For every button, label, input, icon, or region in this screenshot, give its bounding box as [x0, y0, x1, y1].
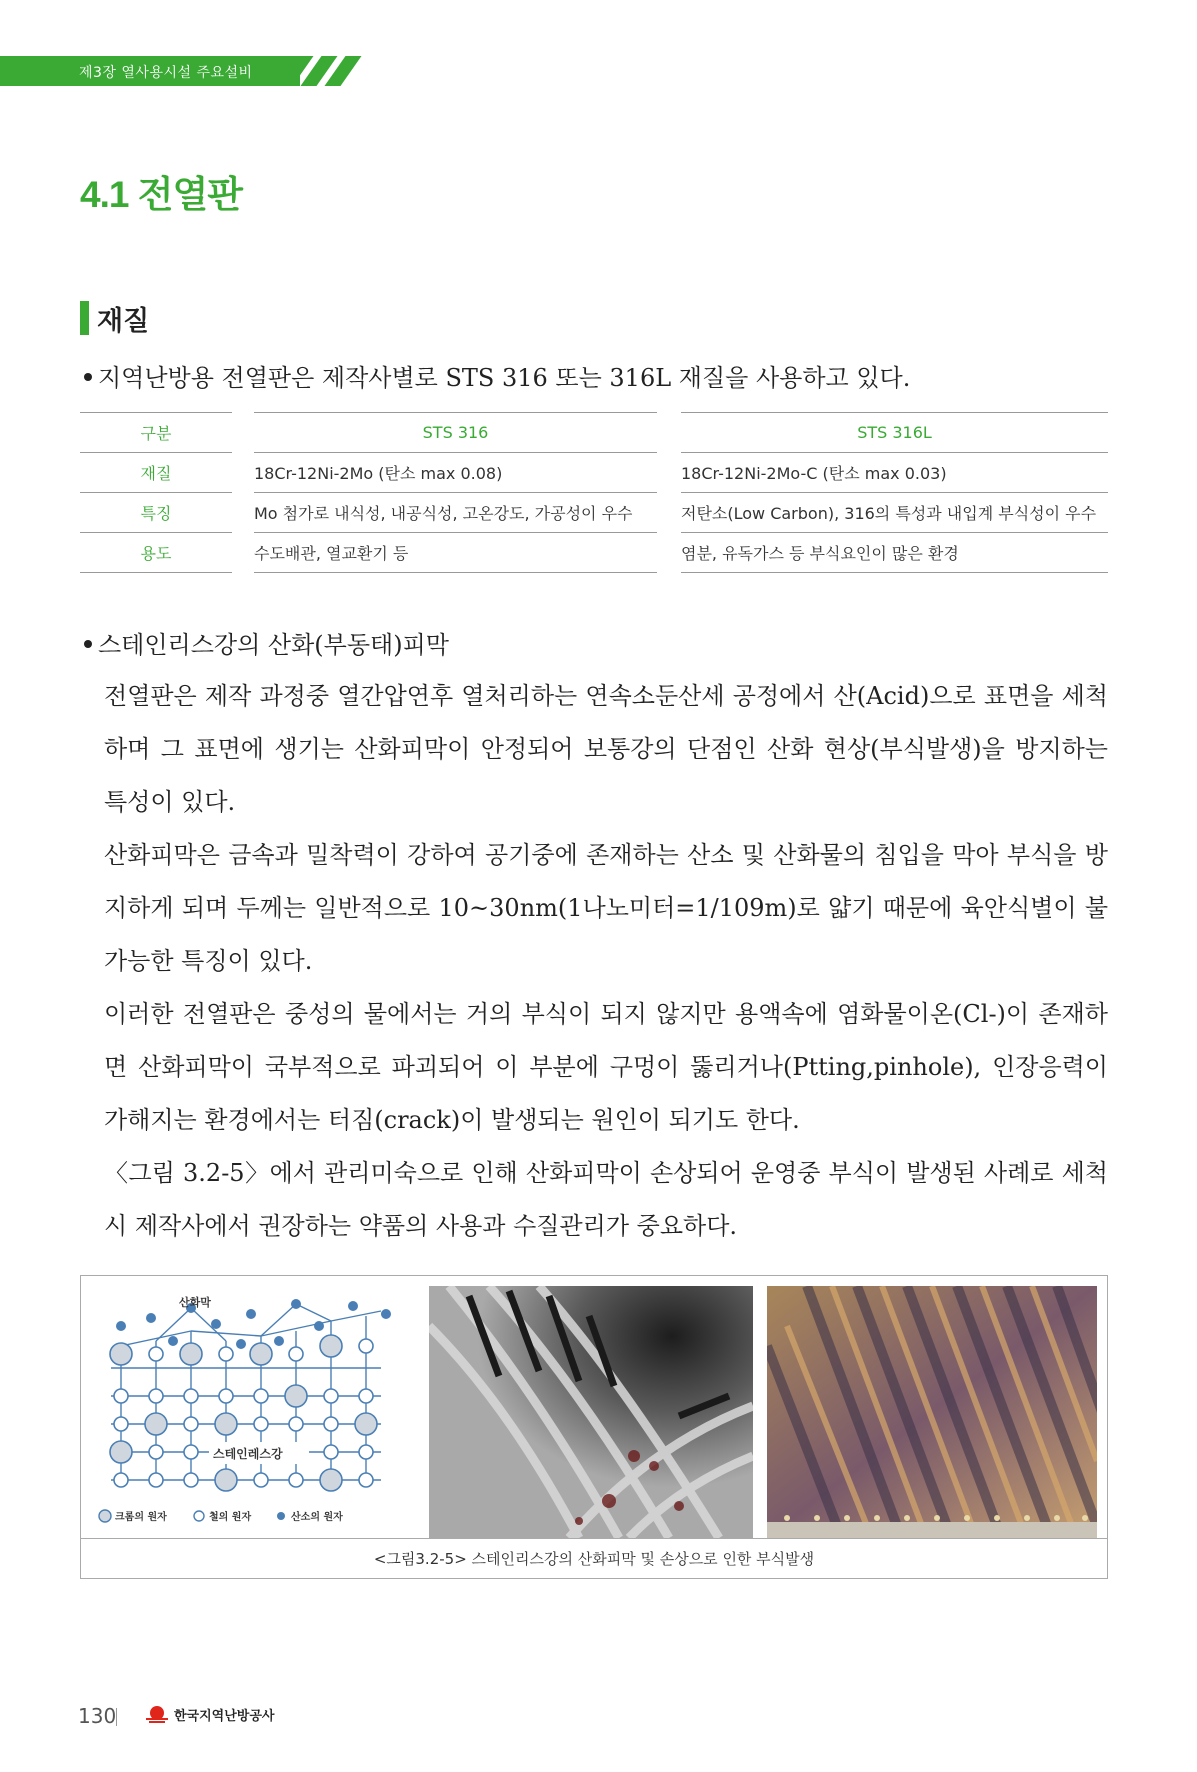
- intro-bullet: [84, 358, 910, 393]
- row-label: 특징: [80, 493, 232, 533]
- second-bullet-text: 스테인리스강의 산화(부동태)피막: [98, 631, 449, 659]
- footer-logo: [146, 1705, 274, 1724]
- org-logo-icon: [146, 1706, 168, 1724]
- film-label: 산화막: [179, 1296, 211, 1309]
- chapter-banner: [0, 56, 345, 86]
- chromium-atom-icon: [99, 1510, 111, 1522]
- cell-sts316: Mo 첨가로 내식성, 내공식성, 고온강도, 가공성이 우수: [254, 493, 657, 533]
- cell-sts316: 수도배관, 열교환기 등: [254, 533, 657, 573]
- intro-bullet-text: 지역난방용 전열판은 제작사별로 STS 316 또는 316L 재질을 사용하고 있다.: [98, 364, 911, 392]
- cell-sts316l: 저탄소(Low Carbon), 316의 특성과 내입계 부식성이 우수: [681, 493, 1108, 533]
- oxide-film-diagram: [91, 1286, 415, 1538]
- org-name: 한국지역난방공사: [174, 1709, 275, 1724]
- figure: [80, 1275, 1108, 1579]
- table-row: [80, 493, 1108, 533]
- cell-sts316l: 18Cr-12Ni-2Mo-C (탄소 max 0.03): [681, 453, 1108, 493]
- header-sts316: STS 316: [254, 413, 657, 453]
- section-title: 4.1 전열판: [80, 174, 242, 215]
- subheading-text: 재질: [97, 305, 150, 337]
- legend-chromium: 크롬의 원자: [115, 1512, 167, 1523]
- table-row: [80, 453, 1108, 493]
- second-bullet: [84, 625, 449, 660]
- chapter-label: 제3장 열사용시설 주요설비: [79, 65, 253, 81]
- figure-caption: <그림3.2-5> 스테인리스강의 산화피막 및 손상으로 인한 부식발생: [81, 1538, 1107, 1579]
- row-label: 용도: [80, 533, 232, 573]
- paragraph: 전열판은 제작 과정중 열간압연후 열처리하는 연속소둔산세 공정에서 산(Acid)으로 표면을 세척하며 그 표면에 생기는 산화피막이 안정되어 보통강의 단점인 산화 현상(부식발생)을 방지하는 특성이 있다.: [104, 682, 1108, 816]
- header-sts316l: STS 316L: [681, 413, 1108, 453]
- body-text: [104, 670, 1108, 1253]
- paragraph: 산화피막은 금속과 밀착력이 강하여 공기중에 존재하는 산소 및 산화물의 침입을 막아 부식을 방지하게 되며 두께는 일반적으로 10~30nm(1나노미터=1/109m)로 얇기 때문에 육안식별이 불가능한 특징이 있다.: [104, 841, 1108, 975]
- header-category: 구분: [80, 413, 232, 453]
- corrosion-photo-channels: [767, 1286, 1097, 1538]
- footer-divider: [116, 1708, 117, 1726]
- corrosion-photo-plate: [429, 1286, 753, 1538]
- legend-iron: 철의 원자: [209, 1512, 252, 1523]
- cell-sts316: 18Cr-12Ni-2Mo (탄소 max 0.08): [254, 453, 657, 493]
- subheading: [80, 300, 149, 336]
- paragraph: 〈그림 3.2-5〉에서 관리미숙으로 인해 산화피막이 손상되어 운영중 부식이 발생된 사례로 세척시 제작사에서 권장하는 약품의 사용과 수질관리가 중요하다.: [104, 1159, 1108, 1240]
- paragraph: 이러한 전열판은 중성의 물에서는 거의 부식이 되지 않지만 용액속에 염화물이온(Cl-)이 존재하면 산화피막이 국부적으로 파괴되어 이 부분에 구멍이 뚫리거나(Ptting,pinhole), 인장응력이 가해지는 환경에서는 터짐(crack)이 발생되는 원인이 되기도 한다.: [104, 1000, 1108, 1134]
- oxygen-atom-icon: [277, 1512, 285, 1520]
- iron-atom-icon: [194, 1511, 204, 1521]
- table-row: [80, 533, 1108, 573]
- bullet-dot: [84, 373, 92, 381]
- bullet-dot: [84, 640, 92, 648]
- page-number: 130: [78, 1704, 117, 1728]
- subheading-marker: [80, 301, 89, 335]
- row-label: 재질: [80, 453, 232, 493]
- cell-sts316l: 염분, 유독가스 등 부식요인이 많은 환경: [681, 533, 1108, 573]
- table-header-row: [80, 413, 1108, 453]
- legend-oxygen: 산소의 원자: [291, 1512, 343, 1523]
- steel-label: 스테인레스강: [213, 1447, 283, 1461]
- material-table: [80, 412, 1108, 573]
